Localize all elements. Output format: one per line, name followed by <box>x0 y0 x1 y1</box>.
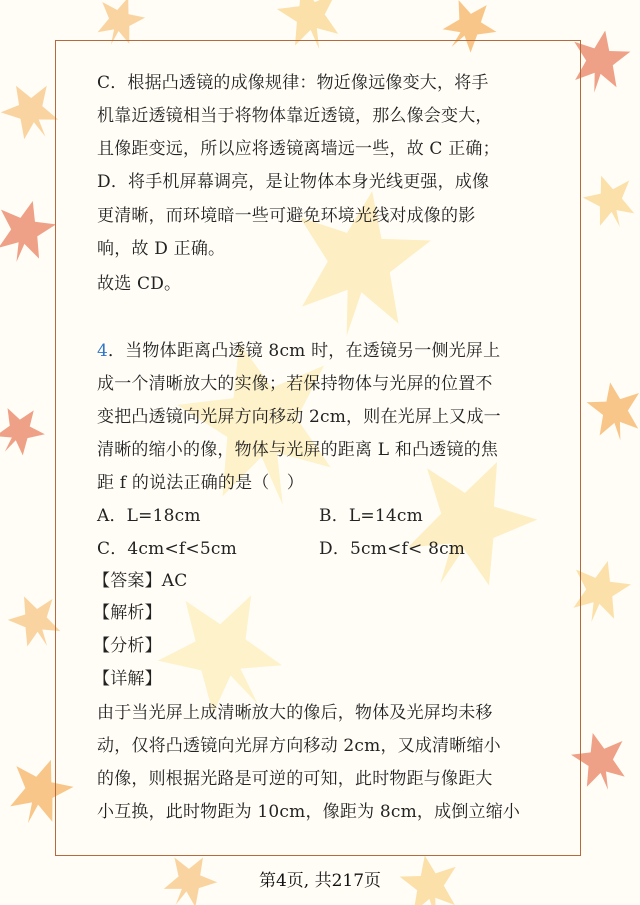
question-number: 4 <box>97 341 109 361</box>
question-4-line: 4．当物体距离凸透镜 8cm 时，在透镜另一侧光屏上 <box>97 341 501 361</box>
detail-line: 小互换，此时物距为 10cm，像距为 8cm，成倒立缩小 <box>97 802 521 822</box>
question-line: 距 f 的说法正确的是（ ） <box>97 473 304 493</box>
question-line: 清晰的缩小的像，物体与光屏的距离 L 和凸透镜的焦 <box>97 440 499 460</box>
detail-line: 动，仅将凸透镜向光屏方向移动 2cm，又成清晰缩小 <box>97 736 501 756</box>
fenxi-label: 【分析】 <box>93 636 162 656</box>
text-line: 响，故 D 正确。 <box>97 239 226 259</box>
answer-label: 【答案】AC <box>93 571 188 591</box>
question-line: 成一个清晰放大的实像；若保持物体与光屏的位置不 <box>97 374 493 394</box>
text-line: C．根据凸透镜的成像规律：物近像远像变大，将手 <box>97 73 489 93</box>
text-line: 且像距变远，所以应将透镜离墙远一些，故 C 正确； <box>97 139 500 159</box>
option-c: C．4cm<f<5cm <box>97 539 237 559</box>
page-footer: 第4页, 共217页 <box>258 871 382 891</box>
text-line: 机靠近透镜相当于将物体靠近透镜，那么像会变大， <box>97 106 493 126</box>
question-line: 变把凸透镜向光屏方向移动 2cm，则在光屏上又成一 <box>97 407 501 427</box>
option-a: A．L=18cm <box>97 506 201 526</box>
text-line: 故选 CD。 <box>97 274 182 294</box>
text-line: D．将手机屏幕调亮，是让物体本身光线更强，成像 <box>97 172 490 192</box>
detail-line: 的像，则根据光路是可逆的可知，此时物距与像距大 <box>97 769 493 789</box>
option-d: D．5cm<f< 8cm <box>319 539 466 559</box>
detail-label: 【详解】 <box>93 669 162 689</box>
detail-line: 由于当光屏上成清晰放大的像后，物体及光屏均未移 <box>97 703 493 723</box>
text-line: 更清晰，而环境暗一些可避免环境光线对成像的影 <box>97 206 476 226</box>
option-b: B．L=14cm <box>319 506 423 526</box>
analysis-label: 【解析】 <box>93 603 162 623</box>
